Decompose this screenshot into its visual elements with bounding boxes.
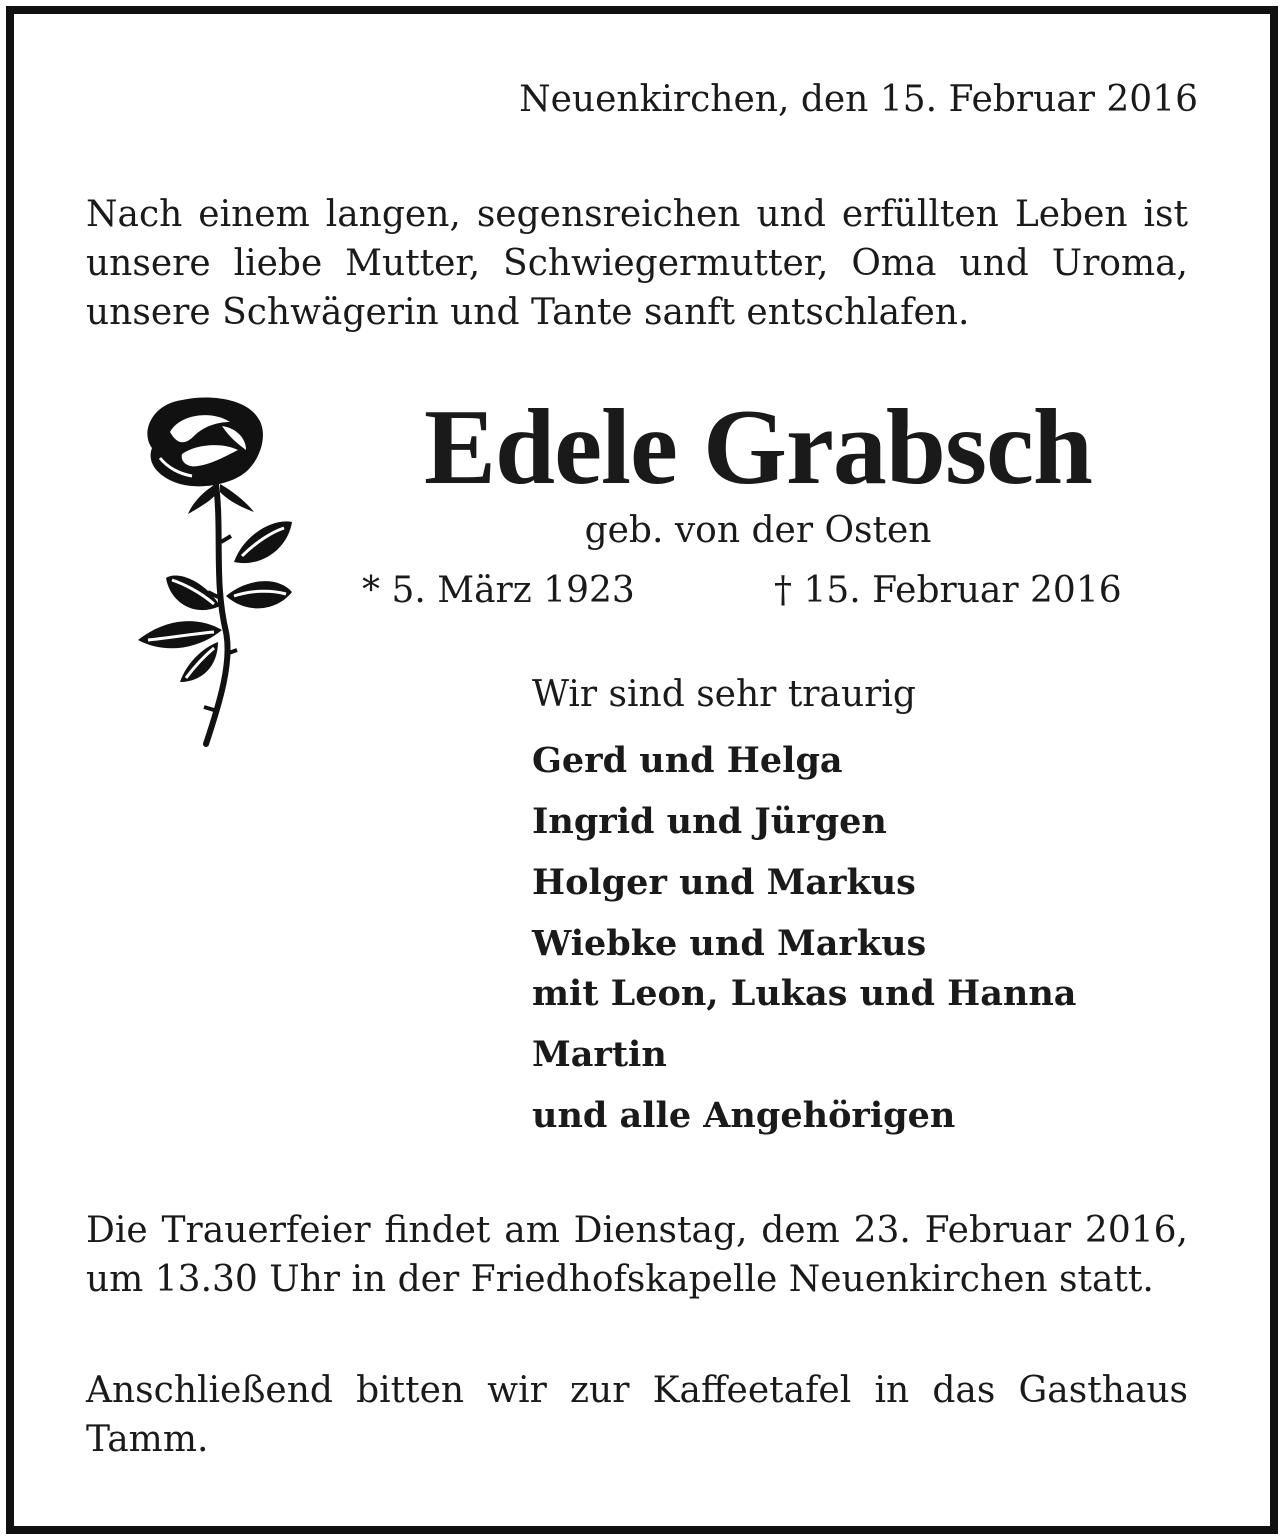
- afterwards-text: Anschließend bitten wir zur Kaffeetafel in das Gasthaus Tamm.: [86, 1370, 1188, 1460]
- signer-item: und alle Angehörigen: [532, 1095, 956, 1136]
- ceremony-text: Die Trauerfeier findet am Dienstag, dem 23. Februar 2016, um 13.30 Uhr in der Friedhofskapelle Neuenkirchen statt.: [86, 1210, 1188, 1300]
- rose-icon: [122, 392, 300, 748]
- birth-date: * 5. März 1923: [362, 570, 635, 611]
- mourning-line: Wir sind sehr traurig: [532, 674, 916, 715]
- death-date: † 15. Februar 2016: [774, 570, 1122, 611]
- signers-list: [532, 736, 1076, 1141]
- deceased-name: Edele Grabsch: [423, 388, 1092, 507]
- signer-item: Ingrid und Jürgen: [532, 801, 887, 842]
- intro-text: Nach einem langen, segensreichen und erfüllten Leben ist unsere liebe Mutter, Schwiegermutter, Oma und Uroma, unsere Schwägerin und Tante sanft entschlafen.: [86, 194, 1188, 333]
- obituary-notice: [6, 6, 1278, 1534]
- signer-item: Gerd und Helga: [532, 740, 843, 781]
- signer-item: mit Leon, Lukas und Hanna: [532, 973, 1077, 1014]
- place-date: Neuenkirchen, den 15. Februar 2016: [519, 79, 1198, 120]
- signer-item: Wiebke und Markus: [532, 923, 927, 964]
- signer-item: Holger und Markus: [532, 862, 916, 903]
- maiden-name: geb. von der Osten: [584, 510, 932, 551]
- signer-item: Martin: [532, 1034, 667, 1075]
